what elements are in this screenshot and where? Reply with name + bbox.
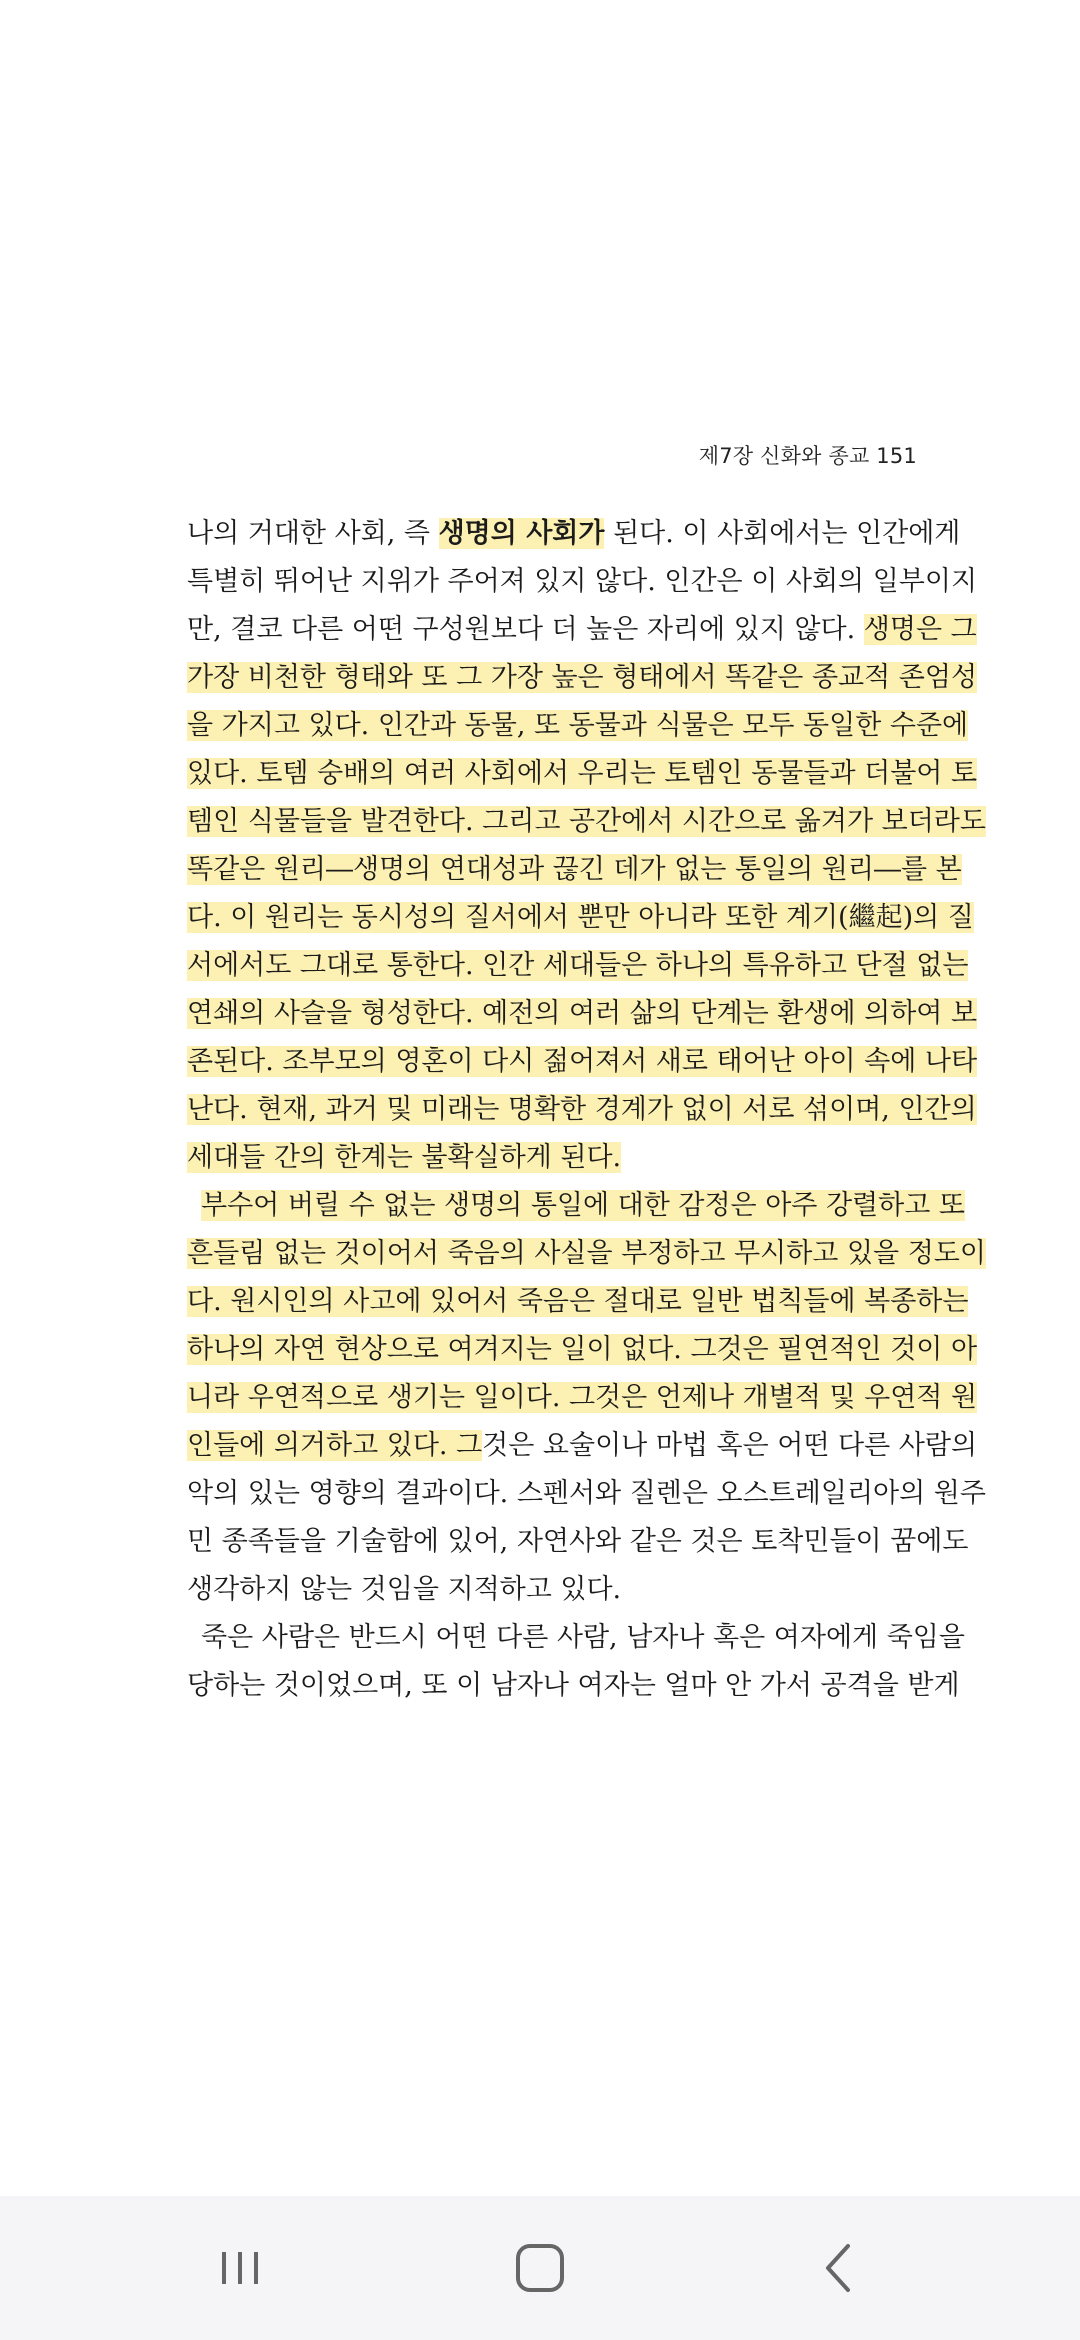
- text-line[interactable]: [187, 1134, 917, 1182]
- highlighted-text[interactable]: 있다. 토템 숭배의 여러 사회에서 우리는 토템인 동물들과 더불어 토: [187, 758, 978, 789]
- text-line[interactable]: [187, 702, 969, 750]
- text-line[interactable]: [187, 1086, 977, 1134]
- highlighted-text[interactable]: 다. 원시인의 사고에 있어서 죽음은 절대로 일반 법칙들에 복종하는: [187, 1286, 969, 1317]
- highlighted-text[interactable]: 니라 우연적으로 생기는 일이다. 그것은 언제나 개별적 및 우연적 원: [187, 1382, 978, 1413]
- highlighted-text[interactable]: 흔들림 없는 것이어서 죽음의 사실을 부정하고 무시하고 있을 정도이: [187, 1238, 986, 1269]
- text-line[interactable]: [187, 846, 962, 894]
- highlighted-text[interactable]: 세대들 간의 한계는 불확실하게 된다.: [187, 1142, 622, 1173]
- highlighted-text[interactable]: 을 가지고 있다. 인간과 동물, 또 동물과 식물은 모두 동일한 수준에: [187, 710, 969, 741]
- text-line[interactable]: [187, 1182, 965, 1230]
- highlighted-text[interactable]: 생명은 그: [863, 614, 977, 645]
- home-icon: [510, 2238, 570, 2298]
- text-segment: 것은 요술이나 마법 혹은 어떤 다른 사람의: [482, 1430, 978, 1461]
- back-icon: [810, 2238, 870, 2298]
- text-line[interactable]: [187, 894, 974, 942]
- highlighted-text[interactable]: 가장 비천한 형태와 또 그 가장 높은 형태에서 똑같은 종교적 존엄성: [187, 662, 978, 693]
- text-line[interactable]: [187, 1230, 986, 1278]
- text-line[interactable]: [187, 1662, 960, 1710]
- text-segment: 민 종족들을 기술함에 있어, 자연사와 같은 것은 토착민들이 꿈에도: [187, 1526, 969, 1557]
- text-line[interactable]: [187, 1518, 969, 1566]
- highlighted-text[interactable]: 하나의 자연 현상으로 여겨지는 일이 없다. 그것은 필연적인 것이 아: [187, 1334, 978, 1365]
- recent-apps-icon: [210, 2238, 270, 2298]
- back-button[interactable]: [785, 2213, 895, 2323]
- text-line[interactable]: [187, 1566, 917, 1614]
- navigation-bar: [0, 2196, 1080, 2340]
- running-header: 제7장 신화와 종교 151: [698, 444, 917, 468]
- text-line[interactable]: [187, 558, 978, 606]
- text-line[interactable]: [187, 990, 978, 1038]
- text-segment: 나의 거대한 사회, 즉: [187, 518, 439, 549]
- text-segment: 된다. 이 사회에서는 인간에게: [604, 518, 961, 549]
- highlighted-text[interactable]: 인들에 의거하고 있다. 그: [187, 1430, 483, 1461]
- text-line[interactable]: [187, 798, 986, 846]
- highlighted-text[interactable]: 똑같은 원리―생명의 연대성과 끊긴 데가 없는 통일의 원리―를 본: [187, 854, 962, 885]
- text-line[interactable]: [187, 606, 977, 654]
- text-line[interactable]: [187, 510, 961, 558]
- text-line[interactable]: [187, 1614, 965, 1662]
- highlighted-text[interactable]: 부수어 버릴 수 없는 생명의 통일에 대한 감정은 아주 강렬하고 또: [201, 1190, 965, 1221]
- text-line[interactable]: [187, 1374, 978, 1422]
- text-segment: 당하는 것이었으며, 또 이 남자나 여자는 얼마 안 가서 공격을 받게: [187, 1670, 960, 1701]
- text-line[interactable]: [187, 1326, 978, 1374]
- text-segment: 생각하지 않는 것임을 지적하고 있다.: [187, 1574, 622, 1605]
- highlighted-text[interactable]: 다. 이 원리는 동시성의 질서에서 뿐만 아니라 또한 계기(繼起)의 질: [187, 902, 974, 933]
- text-segment: 죽은 사람은 반드시 어떤 다른 사람, 남자나 혹은 여자에게 죽임을: [201, 1622, 965, 1653]
- highlighted-text[interactable]: 난다. 현재, 과거 및 미래는 명확한 경계가 없이 서로 섞이며, 인간의: [187, 1094, 977, 1125]
- recent-apps-button[interactable]: [185, 2213, 295, 2323]
- highlighted-text[interactable]: 템인 식물들을 발견한다. 그리고 공간에서 시간으로 옮겨가 보더라도: [187, 806, 986, 837]
- highlighted-text[interactable]: 서에서도 그대로 통한다. 인간 세대들은 하나의 특유하고 단절 없는: [187, 950, 969, 981]
- text-line[interactable]: [187, 1038, 978, 1086]
- text-segment: 만, 결코 다른 어떤 구성원보다 더 높은 자리에 있지 않다.: [187, 614, 864, 645]
- text-line[interactable]: [187, 750, 978, 798]
- text-line[interactable]: [187, 654, 978, 702]
- text-line[interactable]: [187, 942, 969, 990]
- highlighted-text[interactable]: 존된다. 조부모의 영혼이 다시 젊어져서 새로 태어난 아이 속에 나타: [187, 1046, 978, 1077]
- home-button[interactable]: [485, 2213, 595, 2323]
- text-line[interactable]: [187, 1470, 986, 1518]
- text-line[interactable]: [187, 1422, 978, 1470]
- text-segment: 악의 있는 영향의 결과이다. 스펜서와 질렌은 오스트레일리아의 원주: [187, 1478, 986, 1509]
- highlighted-text[interactable]: 연쇄의 사슬을 형성한다. 예전의 여러 삶의 단계는 환생에 의하여 보: [187, 998, 978, 1029]
- text-line[interactable]: [187, 1278, 969, 1326]
- text-segment: 특별히 뛰어난 지위가 주어져 있지 않다. 인간은 이 사회의 일부이지: [187, 566, 978, 597]
- body-text[interactable]: [187, 510, 986, 1710]
- highlighted-text[interactable]: 생명의 사회가: [438, 518, 605, 549]
